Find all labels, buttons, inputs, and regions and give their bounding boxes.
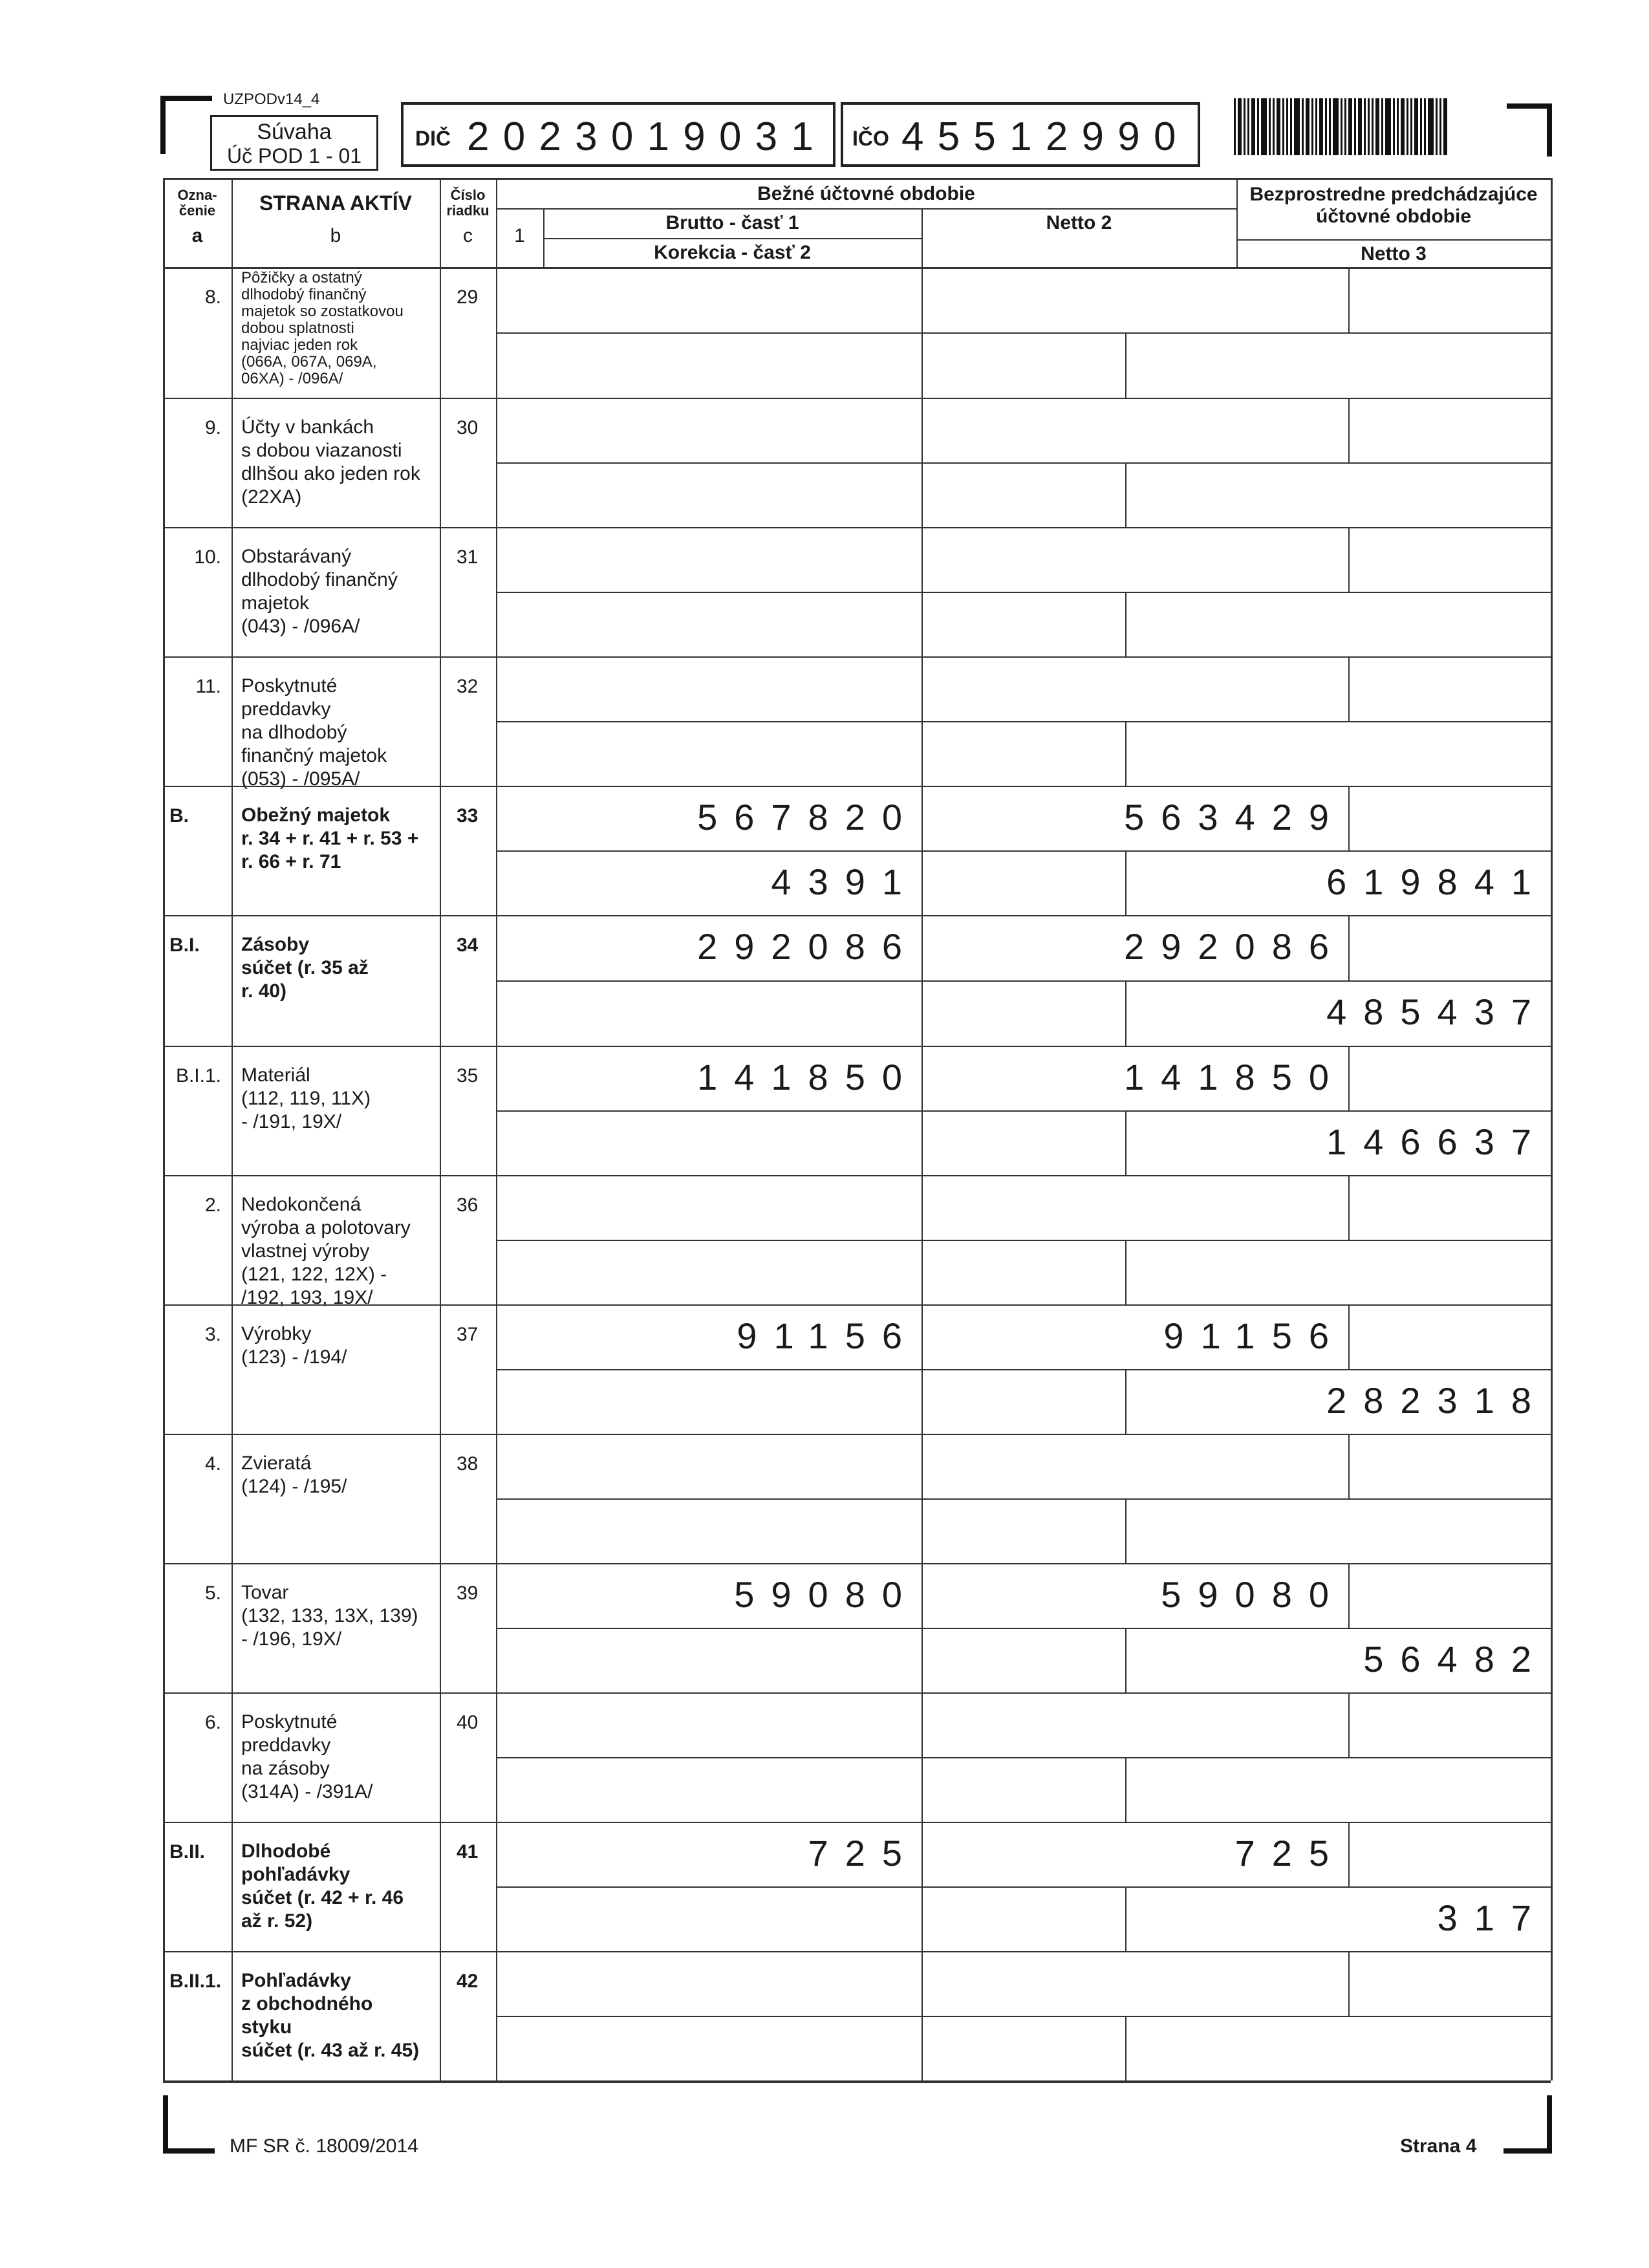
row-label: Poskytnuté preddavky na zásoby (314A) - /391A/ xyxy=(241,1711,373,1802)
row-col-line xyxy=(1125,1498,1126,1563)
value-netto-previous: 56482 xyxy=(1363,1639,1548,1679)
row-col-line xyxy=(1348,786,1350,850)
row-oznacenie: 9. xyxy=(204,417,221,438)
barcode-bar xyxy=(1251,98,1255,155)
row-label: Materiál (112, 119, 11X) - /191, 19X/ xyxy=(241,1064,371,1132)
row-col-line xyxy=(921,656,923,786)
row-oznacenie: 4. xyxy=(204,1453,221,1474)
row-col-line xyxy=(1125,980,1126,1046)
corner-mark-top-right-v xyxy=(1547,103,1552,157)
row-number: 29 xyxy=(457,286,479,308)
row-col-line xyxy=(1348,1692,1350,1757)
row-oznacenie: 2. xyxy=(204,1194,221,1216)
row-number: 38 xyxy=(457,1453,479,1474)
row-label: Obežný majetok r. 34 + r. 41 + r. 53 + r. 66 + r. 71 xyxy=(241,805,419,872)
row-oznacenie: 5. xyxy=(204,1582,221,1604)
table-border-left xyxy=(163,178,165,2080)
barcode-bar xyxy=(1269,98,1271,155)
value-netto-previous: 619841 xyxy=(1326,861,1548,902)
value-brutto: 292086 xyxy=(697,926,919,967)
barcode-bar xyxy=(1311,98,1313,155)
footer-ministry: MF SR č. 18009/2014 xyxy=(230,2135,418,2157)
header-bezprostredne: Bezprostredne predchádzajúce účtovné obdobie xyxy=(1249,184,1538,227)
row-col-line xyxy=(1348,1046,1350,1110)
header-col-b: b xyxy=(330,225,341,246)
corner-mark-top-left-v xyxy=(160,96,166,154)
row-col-line xyxy=(1125,850,1126,915)
value-netto: 141850 xyxy=(1124,1057,1346,1097)
row-oznacenie: 11. xyxy=(195,676,221,697)
value-brutto: 141850 xyxy=(697,1057,919,1097)
corner-mark-top-right-h xyxy=(1507,103,1552,109)
row-bottom-line xyxy=(163,1175,1551,1176)
barcode xyxy=(1234,98,1464,155)
row-bottom-line xyxy=(163,1692,1551,1694)
row-label: Tovar (132, 133, 13X, 139) - /196, 19X/ xyxy=(241,1582,418,1650)
table-col-line xyxy=(440,178,441,2080)
barcode-bar xyxy=(1393,98,1395,155)
header-col-c: c xyxy=(463,225,473,246)
row-col-line xyxy=(1348,1822,1350,1886)
header-netto-2: Netto 2 xyxy=(1046,212,1112,233)
row-col-line xyxy=(1348,1175,1350,1240)
row-label: Výrobky (123) - /194/ xyxy=(241,1323,347,1368)
barcode-bar xyxy=(1315,98,1317,155)
barcode-bar xyxy=(1397,98,1399,155)
row-oznacenie: B.I. xyxy=(169,934,200,956)
barcode-bar xyxy=(1358,98,1362,155)
value-netto: 725 xyxy=(1234,1833,1346,1874)
row-bottom-line xyxy=(163,527,1551,528)
header-netto-3: Netto 3 xyxy=(1361,243,1427,265)
barcode-bar xyxy=(1436,98,1438,155)
row-col-line xyxy=(1348,1563,1350,1628)
row-col-line xyxy=(1348,398,1350,462)
header-col-1: 1 xyxy=(514,225,525,246)
barcode-bar xyxy=(1333,98,1339,155)
row-number: 36 xyxy=(457,1194,479,1216)
barcode-bar xyxy=(1306,98,1310,155)
barcode-bar xyxy=(1302,98,1304,155)
value-netto-previous: 317 xyxy=(1437,1897,1548,1938)
barcode-bar xyxy=(1261,98,1267,155)
value-brutto: 725 xyxy=(808,1833,919,1874)
table-col-line xyxy=(232,178,233,2080)
ico-value: 4 5 5 1 2 9 9 0 xyxy=(901,114,1178,159)
barcode-bar xyxy=(1319,98,1323,155)
dic-label: DIČ xyxy=(415,127,451,150)
row-col-line xyxy=(921,1175,923,1304)
corner-mark-bottom-left-v xyxy=(163,2095,168,2154)
form-title-box xyxy=(210,115,378,171)
row-col-line xyxy=(1125,2016,1126,2080)
row-mid-line xyxy=(496,1886,1551,1888)
dic-box xyxy=(401,102,835,167)
value-netto: 563429 xyxy=(1124,797,1346,837)
row-oznacenie: 3. xyxy=(204,1324,221,1345)
barcode-bar xyxy=(1410,98,1412,155)
header-strana-aktiv: STRANA AKTÍV xyxy=(259,191,412,215)
barcode-bar xyxy=(1381,98,1383,155)
row-bottom-line xyxy=(163,1951,1551,1952)
row-col-line xyxy=(1125,1886,1126,1951)
row-bottom-line xyxy=(163,1046,1551,1047)
barcode-bar xyxy=(1286,98,1288,155)
barcode-bar xyxy=(1329,98,1331,155)
table-border-right xyxy=(1551,178,1553,2080)
row-col-line xyxy=(921,398,923,527)
row-col-line xyxy=(1348,267,1350,332)
row-col-line xyxy=(1348,527,1350,592)
value-netto-previous: 282318 xyxy=(1326,1380,1548,1421)
row-col-line xyxy=(1348,915,1350,980)
row-number: 40 xyxy=(457,1712,479,1733)
row-number: 31 xyxy=(457,546,479,568)
header-bottom-line xyxy=(163,267,1551,269)
value-brutto: 567820 xyxy=(697,797,919,837)
row-label: Pohľadávky z obchodného styku súčet (r. 43 až r. 45) xyxy=(241,1970,420,2061)
barcode-bar xyxy=(1238,98,1242,155)
row-oznacenie: B.II. xyxy=(169,1841,206,1863)
barcode-bar xyxy=(1364,98,1366,155)
row-col-line xyxy=(1348,1304,1350,1369)
row-mid-line xyxy=(496,592,1551,593)
row-col-line xyxy=(921,1951,923,2080)
corner-mark-top-left-h xyxy=(160,96,212,101)
row-bottom-line xyxy=(163,2080,1551,2082)
header-row-line xyxy=(543,238,921,239)
barcode-bar xyxy=(1406,98,1408,155)
barcode-bar xyxy=(1368,98,1370,155)
value-netto-previous: 146637 xyxy=(1326,1121,1548,1162)
row-mid-line xyxy=(496,980,1551,982)
row-mid-line xyxy=(496,850,1551,852)
header-row-line xyxy=(496,208,1236,210)
header-korekcia: Korekcia - časť 2 xyxy=(654,242,811,263)
barcode-bar xyxy=(1247,98,1249,155)
row-col-line xyxy=(921,1822,923,1951)
barcode-bar xyxy=(1277,98,1280,155)
corner-mark-bottom-left-h xyxy=(163,2148,215,2154)
barcode-bar xyxy=(1344,98,1346,155)
row-col-line xyxy=(1348,1951,1350,2016)
table-border-top xyxy=(163,178,1551,180)
barcode-bar xyxy=(1348,98,1352,155)
row-mid-line xyxy=(496,1369,1551,1370)
row-col-line xyxy=(1125,462,1126,527)
row-col-line xyxy=(921,1304,923,1434)
barcode-bar xyxy=(1290,98,1292,155)
header-oznacenie: Ozna- čenie xyxy=(177,187,217,219)
barcode-bar xyxy=(1234,98,1236,155)
row-oznacenie: B. xyxy=(169,805,189,826)
barcode-bar xyxy=(1341,98,1342,155)
row-bottom-line xyxy=(163,1822,1551,1823)
value-netto: 91156 xyxy=(1163,1315,1346,1356)
row-col-line xyxy=(921,915,923,1046)
row-mid-line xyxy=(496,1757,1551,1758)
row-oznacenie: B.II.1. xyxy=(169,1971,222,1992)
barcode-bar xyxy=(1354,98,1356,155)
header-bezne-obdobie: Bežné účtovné obdobie xyxy=(757,183,975,204)
value-brutto: 59080 xyxy=(734,1574,919,1615)
row-oznacenie: 6. xyxy=(204,1712,221,1733)
row-label: Obstarávaný dlhodobý finančný majetok (043) - /096A/ xyxy=(241,546,398,637)
header-brutto: Brutto - časť 1 xyxy=(665,212,799,233)
row-col-line xyxy=(921,1434,923,1563)
row-mid-line xyxy=(496,2016,1551,2017)
row-oznacenie: 8. xyxy=(204,286,221,308)
barcode-bar xyxy=(1385,98,1391,155)
row-number: 32 xyxy=(457,676,479,697)
row-label: Dlhodobé pohľadávky súčet (r. 42 + r. 46 až r. 52) xyxy=(241,1841,404,1932)
header-cislo-riadku: Číslo riadku xyxy=(446,187,490,219)
row-bottom-line xyxy=(163,1434,1551,1435)
row-col-line xyxy=(1348,656,1350,721)
row-label: Zásoby súčet (r. 35 až r. 40) xyxy=(241,934,369,1002)
row-col-line xyxy=(1125,332,1126,398)
row-col-line xyxy=(1125,592,1126,656)
row-mid-line xyxy=(496,332,1551,334)
row-number: 30 xyxy=(457,417,479,438)
barcode-bar xyxy=(1443,98,1447,155)
row-mid-line xyxy=(496,1110,1551,1112)
row-number: 39 xyxy=(457,1582,479,1604)
barcode-bar xyxy=(1420,98,1422,155)
row-col-line xyxy=(921,267,923,398)
barcode-bar xyxy=(1257,98,1259,155)
row-number: 41 xyxy=(457,1841,479,1863)
row-col-line xyxy=(921,1692,923,1822)
row-number: 35 xyxy=(457,1065,479,1086)
barcode-bar xyxy=(1282,98,1284,155)
barcode-bar xyxy=(1414,98,1418,155)
row-col-line xyxy=(1125,1369,1126,1434)
row-label: Zvieratá (124) - /195/ xyxy=(241,1453,347,1497)
footer-page: Strana 4 xyxy=(1400,2135,1477,2157)
form-subtitle: Úč POD 1 - 01 xyxy=(226,144,362,167)
row-oznacenie: 10. xyxy=(194,546,221,568)
row-col-line xyxy=(1125,1110,1126,1175)
row-col-line xyxy=(921,1563,923,1692)
barcode-bar xyxy=(1294,98,1300,155)
row-col-line xyxy=(1125,721,1126,786)
row-col-line xyxy=(921,786,923,915)
header-row-line xyxy=(1236,239,1551,241)
ico-label: IČO xyxy=(852,127,889,150)
row-col-line xyxy=(921,527,923,656)
form-title: Súvaha xyxy=(257,120,332,144)
row-oznacenie: B.I.1. xyxy=(175,1065,221,1086)
row-mid-line xyxy=(496,1240,1551,1241)
barcode-bar xyxy=(1372,98,1374,155)
barcode-bar xyxy=(1401,98,1405,155)
row-col-line xyxy=(1125,1757,1126,1822)
row-number: 34 xyxy=(457,934,479,956)
corner-mark-bottom-right-h xyxy=(1503,2148,1552,2154)
row-mid-line xyxy=(496,462,1551,464)
row-col-line xyxy=(1125,1628,1126,1692)
barcode-bar xyxy=(1375,98,1379,155)
value-brutto: 91156 xyxy=(737,1315,919,1356)
row-label: Poskytnuté preddavky na dlhodobý finančný majetok (053) - /095A/ xyxy=(241,675,387,790)
row-number: 42 xyxy=(457,1971,479,1992)
barcode-bar xyxy=(1325,98,1327,155)
row-col-line xyxy=(1125,1240,1126,1304)
row-label: Účty v bankách s dobou viazanosti dlhšou ako jeden rok (22XA) xyxy=(241,416,420,508)
value-netto: 59080 xyxy=(1161,1574,1346,1615)
row-label: Pôžičky a ostatný dlhodobý finančný majetok so zostatkovou dobou splatnosti najviac jeden rok (066A, 067A, 069A, 06XA) - /096A/ xyxy=(241,269,404,387)
row-bottom-line xyxy=(163,398,1551,399)
row-col-line xyxy=(921,1046,923,1175)
row-label: Nedokončená výroba a polotovary vlastnej výroby (121, 122, 12X) - /192, 193, 19X/ xyxy=(241,1194,411,1308)
value-netto-previous: 485437 xyxy=(1326,991,1548,1032)
barcode-bar xyxy=(1273,98,1275,155)
row-number: 37 xyxy=(457,1324,479,1345)
corner-mark-bottom-right-v xyxy=(1547,2095,1552,2154)
row-mid-line xyxy=(496,721,1551,722)
header-col-a: a xyxy=(191,225,203,246)
dic-value: 2 0 2 3 0 1 9 0 3 1 xyxy=(467,114,815,159)
ico-box xyxy=(841,102,1200,167)
row-bottom-line xyxy=(163,656,1551,658)
row-col-line xyxy=(1348,1434,1350,1498)
form-code: UZPODv14_4 xyxy=(223,91,320,108)
value-korekcia: 4391 xyxy=(771,861,919,902)
row-mid-line xyxy=(496,1498,1551,1500)
barcode-bar xyxy=(1424,98,1426,155)
value-netto: 292086 xyxy=(1124,926,1346,967)
row-bottom-line xyxy=(163,1563,1551,1564)
row-mid-line xyxy=(496,1628,1551,1629)
barcode-bar xyxy=(1439,98,1441,155)
barcode-bar xyxy=(1244,98,1245,155)
barcode-bar xyxy=(1428,98,1434,155)
row-bottom-line xyxy=(163,915,1551,916)
row-number: 33 xyxy=(457,805,479,826)
